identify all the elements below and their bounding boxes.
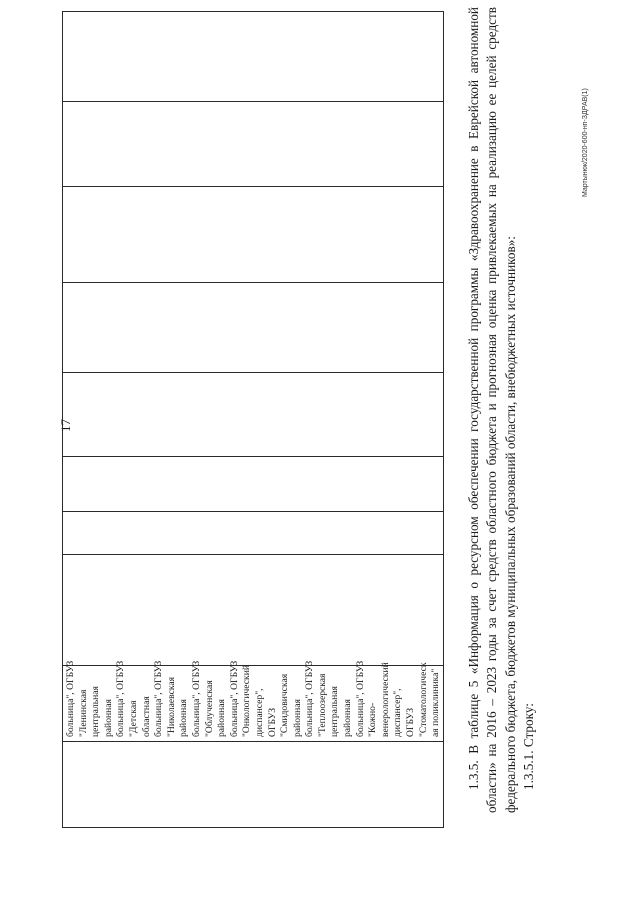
table-cell (63, 457, 444, 512)
cell-line: областная (140, 696, 152, 737)
cell-line: больница", ОГБУЗ (228, 660, 240, 737)
paragraph-main: 1.3.5. В таблице 5 «Информация о ресурсном обеспечении государственной программы «Здравоохранение в Еврейской автономной области» на 2016 – 2023 годы за счет средств областного бюджета и прогнозная оценка привлекаемых на реализацию ее целей средств федерального бюджета, бюджетов муниципальных образований области, внебюджетных источников»: (466, 7, 518, 813)
cell-line: районная (291, 699, 303, 737)
table-cell (63, 283, 444, 373)
cell-line: районная (216, 699, 228, 737)
cell-line: "Теплоозерская (316, 673, 328, 737)
cell-line: "Облученская (203, 680, 215, 737)
cell-line: ОГБУЗ (405, 707, 417, 737)
cell-line: "Кожно- (367, 702, 379, 737)
institutions-list (63, 660, 443, 741)
amendment-paragraph (465, 7, 539, 813)
paragraph-sub: 1.3.5.1. Строку: (521, 703, 537, 790)
cell-line: больница", ОГБУЗ (65, 660, 76, 737)
cell-line: диспансер", (253, 688, 265, 737)
table-cell-institutions (63, 660, 444, 742)
table-cell (63, 742, 444, 828)
cell-line: районная (102, 699, 114, 737)
table-row (63, 12, 444, 828)
footer-code: Мартынюк/2020-600-нп-ЗДРАВ(1) (582, 88, 589, 197)
cell-line: центральная (329, 686, 341, 737)
cell-line: районная (178, 699, 190, 737)
cell-line: ОГБУЗ (266, 707, 278, 737)
table-cell (63, 102, 444, 187)
table-cell (63, 12, 444, 102)
cell-line: "Ленинская (77, 689, 89, 737)
cell-line: больница", ОГБУЗ (190, 660, 202, 737)
cell-line: "Николаевская (165, 676, 177, 737)
cell-line: больница", ОГБУЗ (304, 660, 316, 737)
page-number: 17 (58, 419, 73, 432)
cell-line: диспансер", (392, 688, 404, 737)
table-cell (63, 512, 444, 555)
cell-line: ая поликлиника" (430, 668, 442, 737)
resource-table (62, 11, 444, 828)
cell-line: больница", ОГБУЗ (153, 660, 165, 737)
cell-line: больница", ОГБУЗ (115, 660, 127, 737)
cell-line: центральная (90, 686, 102, 737)
table-cell (63, 187, 444, 283)
cell-line: "Онкологический (241, 665, 253, 737)
cell-line: районная (342, 699, 354, 737)
cell-line: "Смидовичская (279, 673, 291, 737)
cell-line: венерологический (379, 662, 391, 737)
table-cell (63, 555, 444, 666)
table-cell (63, 373, 444, 457)
cell-line: "Стоматологическ (417, 662, 429, 737)
cell-line: больница", ОГБУЗ (354, 660, 366, 737)
cell-line: "Детская (127, 700, 139, 737)
